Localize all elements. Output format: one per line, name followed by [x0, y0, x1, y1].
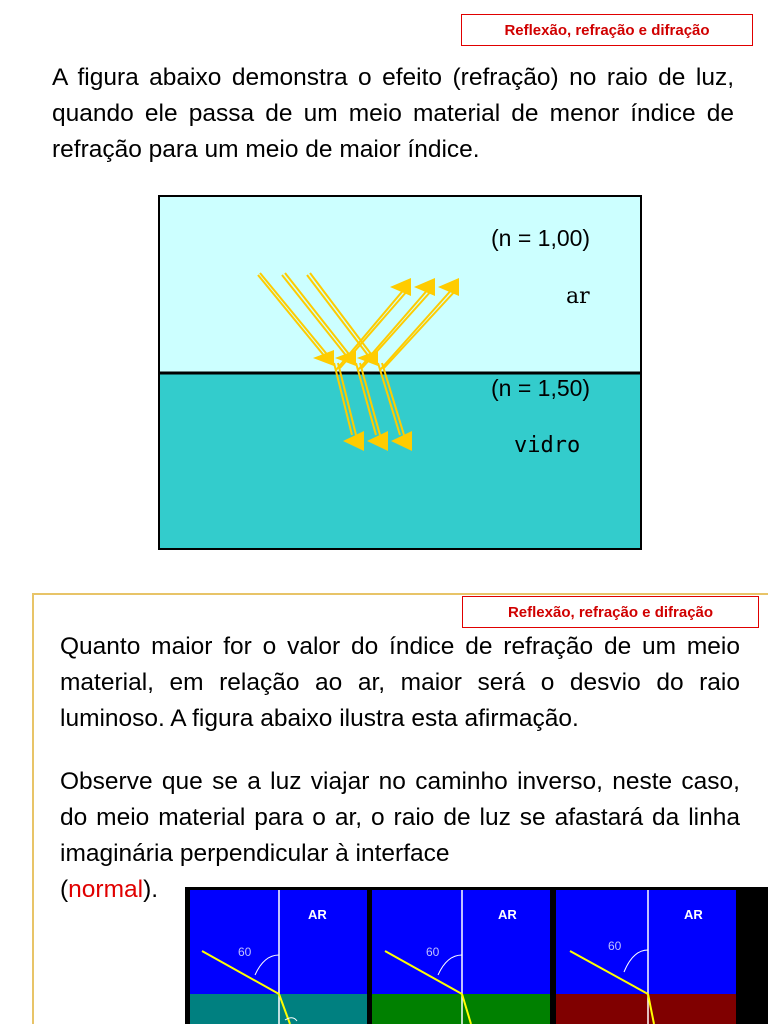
panel-1-angle: 60: [238, 945, 252, 959]
normal-highlight: normal: [68, 876, 144, 903]
slide-border-top: [32, 593, 768, 595]
paragraph-2-tail: (normal).: [60, 876, 159, 903]
panel-3: [556, 890, 736, 1024]
header-tag-2: Reflexão, refração e difração: [462, 596, 759, 628]
refraction-panels: [185, 887, 768, 1024]
panel-3-angle: 60: [608, 939, 622, 953]
n-glass-label: (n = 1,50): [491, 375, 591, 401]
glass-label: vidro: [514, 433, 581, 458]
slide-border-left: [32, 593, 34, 1024]
panel-2-angle: 60: [426, 945, 440, 959]
panel-1-label: AR: [308, 907, 327, 922]
intro-paragraph: A figura abaixo demonstra o efeito (refração) no raio de luz, quando ele passa de um meio material de menor índice de refração para um meio de maior índice.: [52, 64, 734, 163]
refraction-figure: [158, 195, 642, 550]
panel-2: [372, 890, 550, 1024]
air-label: ar: [566, 284, 590, 309]
panel-1: [190, 890, 367, 1024]
header-tag: Reflexão, refração e difração: [461, 14, 753, 46]
paragraph-2: [60, 764, 740, 872]
panel-3-label: AR: [684, 907, 703, 922]
paragraph-2-text: Observe que se a luz viajar no caminho inverso, neste caso, do meio material para o ar, o raio de luz se afastará da linha imaginária perpendicular à interface: [60, 768, 740, 867]
n-air-label: (n = 1,00): [491, 225, 591, 251]
panel-2-label: AR: [498, 907, 517, 922]
panels-svg: [185, 887, 768, 1024]
paragraph-1: Quanto maior for o valor do índice de refração de um meio material, em relação ao ar, maior será o desvio do raio luminoso. A figura abaixo ilustra esta afirmação.: [60, 633, 740, 732]
